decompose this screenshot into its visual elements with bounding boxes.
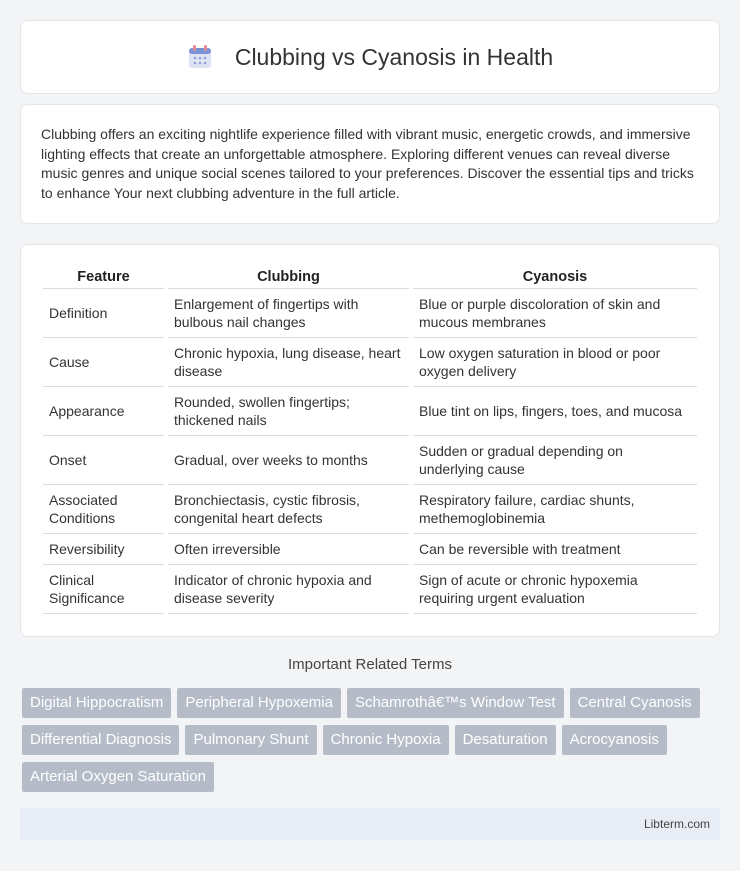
- table-cell-feature: Cause: [43, 338, 164, 387]
- table-cell-clubbing: Indicator of chronic hypoxia and disease severity: [168, 565, 409, 614]
- related-term-tag[interactable]: Arterial Oxygen Saturation: [22, 762, 214, 792]
- table-cell-clubbing: Rounded, swollen fingertips; thickened nails: [168, 387, 409, 436]
- table-cell-feature: Associated Conditions: [43, 485, 164, 534]
- table-cell-cyanosis: Can be reversible with treatment: [413, 534, 697, 565]
- table-header-row: [43, 265, 697, 289]
- table-row: [43, 289, 697, 338]
- table-cell-feature: Definition: [43, 289, 164, 338]
- related-term-tag[interactable]: Acrocyanosis: [562, 725, 667, 755]
- table-row: [43, 338, 697, 387]
- header-clubbing: Clubbing: [168, 265, 409, 289]
- related-term-tag[interactable]: Digital Hippocratism: [22, 688, 171, 718]
- header-feature: Feature: [43, 265, 164, 289]
- related-term-tag[interactable]: Desaturation: [455, 725, 556, 755]
- page-title: Clubbing vs Cyanosis in Health: [234, 43, 554, 70]
- table-cell-feature: Onset: [43, 436, 164, 485]
- table-cell-cyanosis: Sudden or gradual depending on underlying cause: [413, 436, 697, 485]
- table-row: [43, 436, 697, 485]
- related-terms-title: Important Related Terms: [288, 656, 452, 673]
- table-cell-clubbing: Enlargement of fingertips with bulbous nail changes: [168, 289, 409, 338]
- intro-text: Clubbing offers an exciting nightlife experience filled with vibrant music, energetic crowds, and immersive lighting effects that create an unforgettable atmosphere. Exploring different venues can reveal diverse music genres and unique social scenes tailored to your preferences. Discover the essential tips and tricks to enhance Your next clubbing adventure in the full article.: [41, 126, 694, 201]
- table-row: [43, 387, 697, 436]
- header-cyanosis: Cyanosis: [413, 265, 697, 289]
- related-term-tag[interactable]: Peripheral Hypoxemia: [177, 688, 341, 718]
- table-cell-feature: Appearance: [43, 387, 164, 436]
- calendar-icon: [187, 44, 213, 70]
- related-term-tag[interactable]: Central Cyanosis: [570, 688, 700, 718]
- table-cell-feature: Reversibility: [43, 534, 164, 565]
- table-cell-clubbing: Bronchiectasis, cystic fibrosis, congenital heart defects: [168, 485, 409, 534]
- header-card: [20, 20, 720, 94]
- related-term-tag[interactable]: Pulmonary Shunt: [185, 725, 316, 755]
- table-row: [43, 485, 697, 534]
- related-term-tag[interactable]: Chronic Hypoxia: [323, 725, 449, 755]
- related-terms-tags: [22, 688, 722, 792]
- table-row: [43, 565, 697, 614]
- table-cell-clubbing: Chronic hypoxia, lung disease, heart disease: [168, 338, 409, 387]
- footer-site-link[interactable]: Libterm.com: [643, 817, 710, 831]
- table-cell-cyanosis: Low oxygen saturation in blood or poor oxygen delivery: [413, 338, 697, 387]
- table-cell-feature: Clinical Significance: [43, 565, 164, 614]
- table-cell-cyanosis: Blue or purple discoloration of skin and mucous membranes: [413, 289, 697, 338]
- table-cell-clubbing: Gradual, over weeks to months: [168, 436, 409, 485]
- table-row: [43, 534, 697, 565]
- related-term-tag[interactable]: Schamrothâ€™s Window Test: [347, 688, 564, 718]
- table-cell-cyanosis: Blue tint on lips, fingers, toes, and mucosa: [413, 387, 697, 436]
- comparison-table-card: [20, 244, 720, 637]
- table-cell-clubbing: Often irreversible: [168, 534, 409, 565]
- table-cell-cyanosis: Sign of acute or chronic hypoxemia requiring urgent evaluation: [413, 565, 697, 614]
- table-cell-cyanosis: Respiratory failure, cardiac shunts, methemoglobinemia: [413, 485, 697, 534]
- footer: [20, 808, 720, 840]
- comparison-table: [39, 265, 701, 614]
- intro-card: [20, 104, 720, 224]
- related-term-tag[interactable]: Differential Diagnosis: [22, 725, 179, 755]
